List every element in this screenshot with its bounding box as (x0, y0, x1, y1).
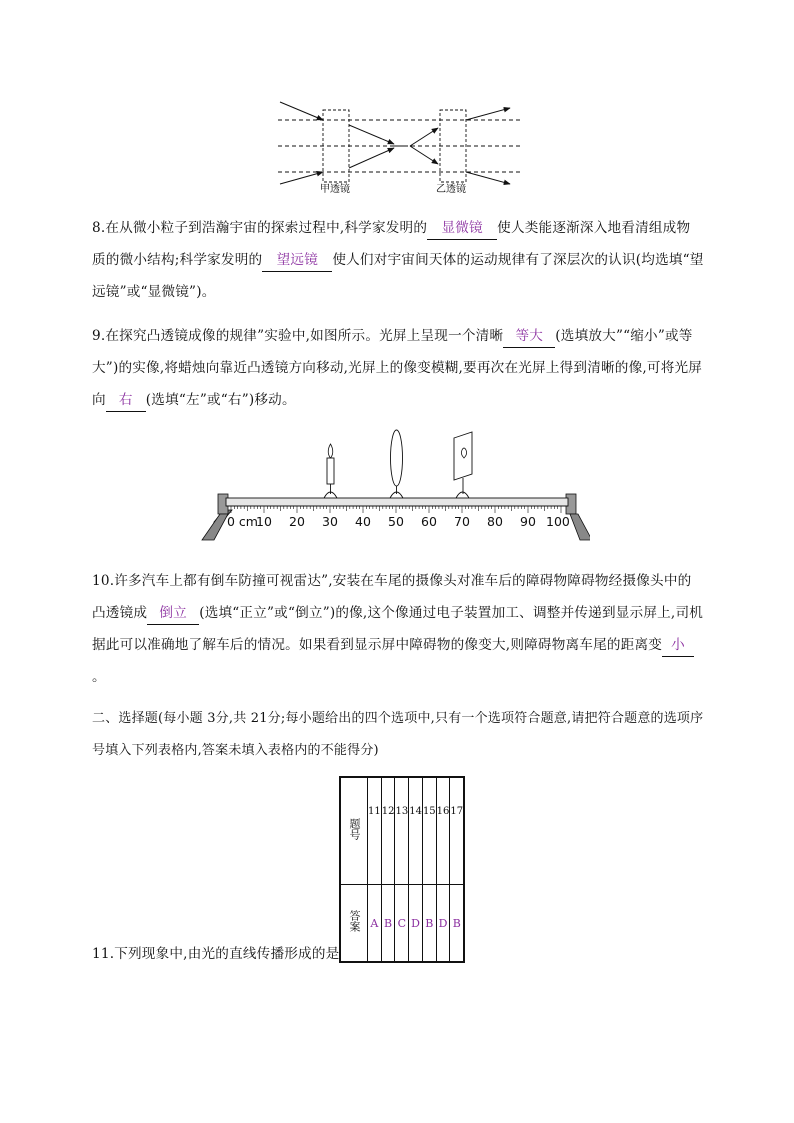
tick-0: 0 cm (227, 514, 258, 529)
question-11 (92, 938, 704, 970)
q9-answer-1: 等大 (503, 325, 555, 348)
question-number-cell (409, 777, 423, 885)
qnum-16: 16 (436, 806, 450, 817)
q9-text-1: 9.在探究凸透镜成像的规律”实验中,如图所示。光屏上呈现一个清晰 (92, 328, 504, 344)
tick-60: 60 (421, 514, 437, 529)
answer-11: A (370, 916, 379, 930)
q11-text: 11.下列现象中,由光的直线传播形成的是 (92, 946, 340, 962)
question-9 (92, 320, 704, 416)
q8-text-1: 8.在从微小粒子到浩瀚宇宙的探索过程中,科学家发明的 (92, 220, 428, 236)
row-label-question-text: 题号 (348, 818, 361, 840)
answer-table (339, 776, 465, 963)
q8-text-2: 使人类能逐渐深入地看清组成物质的微小结构;科学家发明的 (92, 220, 691, 268)
lens-ray-diagram (270, 92, 530, 196)
q8-text-3: 使人们对宇宙间天体的运动规律有了深层次的认识(均选填“望远镜”或“显微镜”)。 (92, 252, 704, 300)
answer-15: B (425, 916, 434, 930)
qnum-13: 13 (395, 806, 409, 817)
answer-16: D (438, 916, 448, 930)
bench-rail (226, 498, 568, 506)
q10-text-2: (选填“正立”或“倒立”)的像,这个像通过电子装置加工、调整并传递到显示屏上,司机据此可以准确地了解车后的情况。如果看到显示屏中障碍物的像变大,则障碍物离车尾的距离变 (92, 605, 704, 653)
q10-text-1: 10.许多汽车上都有倒车防撞可视雷达”,安装在车尾的摄像头对准车后的障碍物障碍物经摄像头中的凸透镜成 (92, 573, 692, 621)
qnum-14: 14 (409, 806, 422, 817)
tick-40: 40 (355, 514, 371, 529)
tick-20: 20 (289, 514, 305, 529)
bench-tick-labels (227, 514, 570, 529)
qnum-15: 15 (422, 806, 436, 817)
q10-answer-1: 倒立 (147, 602, 199, 625)
question-number-cell (381, 777, 395, 885)
q9-text-2: (选填放大”“缩小”或等大”)的实像,将蜡烛向靠近凸透镜方向移动,光屏上的像变模糊,要再次在光屏上得到清晰的像,可将光屏向 (92, 328, 703, 408)
q10-text-3: 。 (92, 669, 106, 685)
lens-jia-label: 甲透镜 (320, 184, 350, 195)
question-number-cell (436, 777, 450, 885)
answer-17: B (452, 916, 461, 930)
q8-answer-2: 望远镜 (262, 249, 332, 272)
row-label-answer-text: 答案 (348, 910, 361, 932)
row-label-question (340, 777, 368, 885)
tick-10: 10 (256, 514, 272, 529)
tick-80: 80 (487, 514, 503, 529)
optical-bench-figure (200, 428, 590, 542)
q8-answer-1: 显微镜 (427, 217, 497, 240)
question-10 (92, 565, 704, 693)
bench-ruler (231, 506, 561, 513)
section-2-text: 二、选择题(每小题 3分,共 21分;每小题给出的四个选项中,只有一个选项符合题意,请把符合题意的选项序号填入下列表格内,答案未填入表格内的不能得分) (92, 711, 704, 758)
tick-90: 90 (520, 514, 536, 529)
question-number-cell (395, 777, 409, 885)
q10-answer-2: 小 (662, 634, 694, 657)
q9-answer-2: 右 (106, 389, 146, 412)
question-number-cell (450, 777, 464, 885)
question-8 (92, 212, 704, 308)
section-2-instructions (92, 703, 704, 767)
qnum-17: 17 (450, 806, 464, 817)
question-number-cell (422, 777, 436, 885)
qnum-11: 11 (368, 806, 381, 817)
light-screen (454, 432, 472, 498)
question-number-cell (368, 777, 382, 885)
lens-yi-label: 乙透镜 (436, 184, 466, 195)
tick-50: 50 (388, 514, 404, 529)
q9-text-3: (选填“左”或“右”)移动。 (145, 392, 296, 408)
tick-100: 100 (546, 514, 570, 529)
answer-13: C (397, 916, 407, 930)
qnum-12: 12 (381, 806, 395, 817)
answer-12: B (384, 916, 393, 930)
tick-70: 70 (454, 514, 470, 529)
answer-14: D (411, 916, 420, 930)
candle (324, 444, 337, 498)
tick-30: 30 (322, 514, 338, 529)
convex-lens (390, 430, 403, 498)
